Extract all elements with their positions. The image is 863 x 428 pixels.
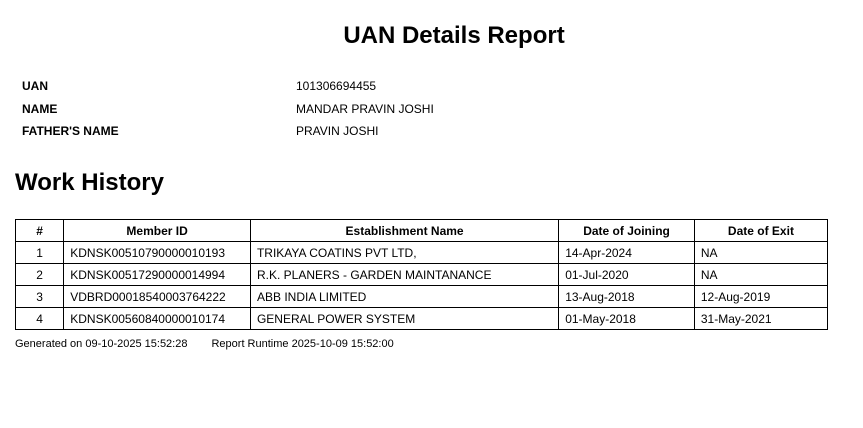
column-header-date-of-joining: Date of Joining: [559, 220, 695, 242]
cell-date-of-exit: 31-May-2021: [694, 308, 827, 330]
detail-row-uan: [22, 78, 622, 101]
detail-label: FATHER'S NAME: [22, 124, 119, 138]
detail-row-fathers-name: [22, 123, 622, 146]
cell-member-id: KDNSK00560840000010174: [64, 308, 251, 330]
cell-date-of-joining: 01-Jul-2020: [559, 264, 695, 286]
generated-on-text: Generated on 09-10-2025 15:52:28: [15, 338, 188, 350]
table-row: [16, 264, 828, 286]
work-history-table: [15, 219, 828, 330]
cell-date-of-joining: 01-May-2018: [559, 308, 695, 330]
cell-number: 4: [16, 308, 64, 330]
column-header-date-of-exit: Date of Exit: [694, 220, 827, 242]
work-history-title: Work History: [15, 169, 164, 196]
detail-value: 101306694455: [296, 79, 377, 93]
detail-row-name: [22, 101, 622, 124]
column-header-establishment-name: Establishment Name: [250, 220, 558, 242]
cell-establishment-name: ABB INDIA LIMITED: [250, 286, 558, 308]
cell-member-id: KDNSK00517290000014994: [64, 264, 251, 286]
column-header-member-id: Member ID: [64, 220, 251, 242]
cell-date-of-exit: NA: [694, 242, 827, 264]
cell-number: 3: [16, 286, 64, 308]
detail-value: PRAVIN JOSHI: [296, 124, 379, 138]
report-footer: [15, 336, 394, 352]
cell-date-of-joining: 14-Apr-2024: [559, 242, 695, 264]
cell-member-id: KDNSK00510790000010193: [64, 242, 251, 264]
column-header-number: #: [16, 220, 64, 242]
cell-date-of-exit: 12-Aug-2019: [694, 286, 827, 308]
table-row: [16, 242, 828, 264]
cell-member-id: VDBRD00018540003764222: [64, 286, 251, 308]
details-section: [22, 78, 622, 146]
table-row: [16, 286, 828, 308]
cell-establishment-name: GENERAL POWER SYSTEM: [250, 308, 558, 330]
detail-value: MANDAR PRAVIN JOSHI: [296, 101, 434, 116]
cell-date-of-joining: 13-Aug-2018: [559, 286, 695, 308]
table-header-row: [16, 220, 828, 242]
cell-number: 1: [16, 242, 64, 264]
cell-establishment-name: R.K. PLANERS - GARDEN MAINTANANCE: [250, 264, 558, 286]
cell-number: 2: [16, 264, 64, 286]
detail-label: NAME: [22, 101, 58, 116]
detail-label: UAN: [22, 79, 48, 93]
cell-establishment-name: TRIKAYA COATINS PVT LTD,: [250, 242, 558, 264]
cell-date-of-exit: NA: [694, 264, 827, 286]
report-title: UAN Details Report: [343, 22, 565, 49]
report-runtime-text: Report Runtime 2025-10-09 15:52:00: [211, 338, 394, 350]
table-row: [16, 308, 828, 330]
